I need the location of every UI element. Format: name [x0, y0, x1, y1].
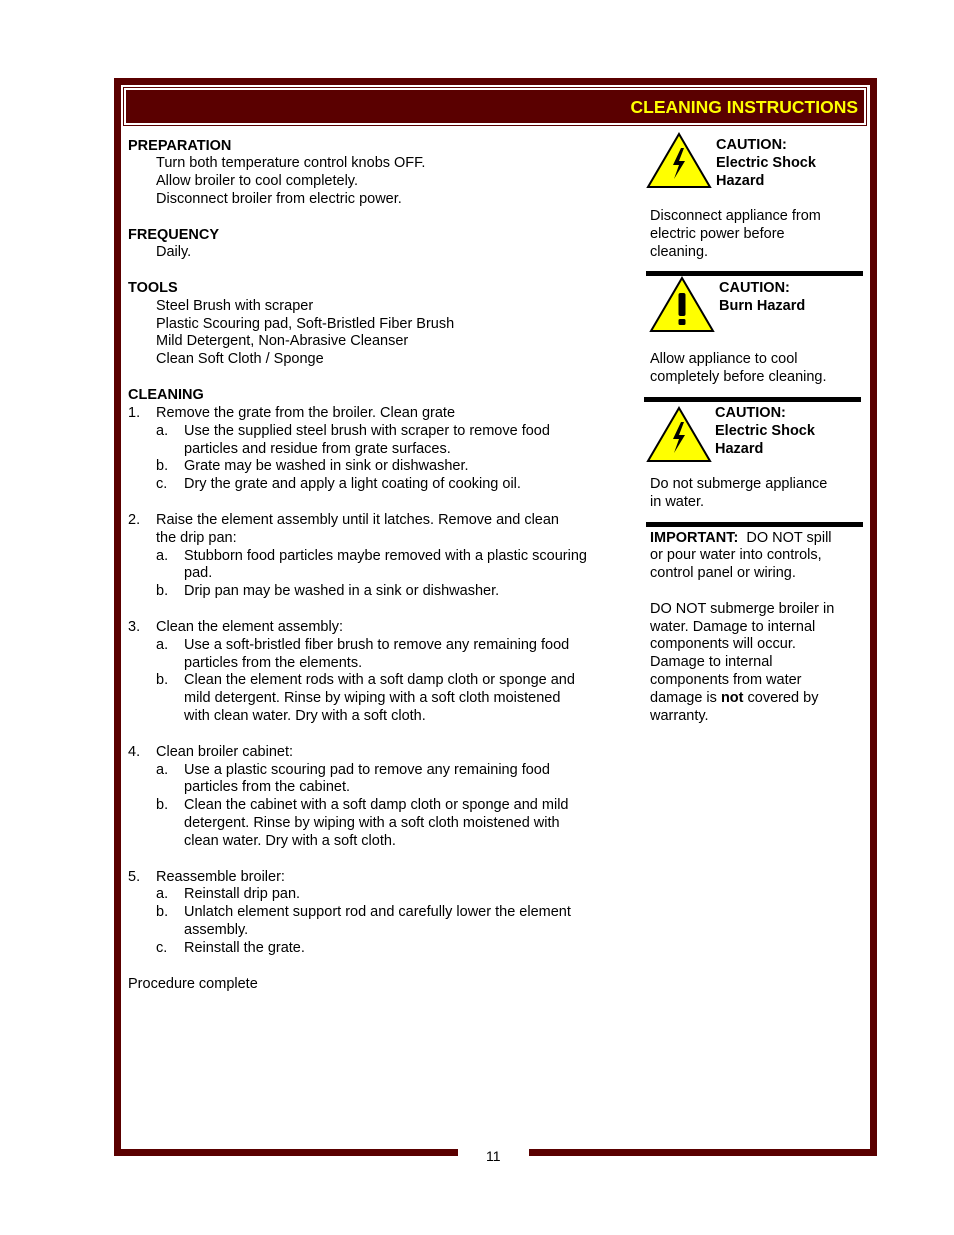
- procedure-complete: Procedure complete: [128, 976, 258, 992]
- step-text: Reassemble broiler:: [156, 869, 285, 885]
- substep-letter: b.: [156, 458, 169, 474]
- caution-body: Do not submerge appliance: [650, 476, 828, 492]
- substep-letter: b.: [156, 797, 169, 813]
- substep-letter: a.: [156, 637, 169, 653]
- step-text: Remove the grate from the broiler. Clean grate: [156, 405, 456, 421]
- substep-text: Use a plastic scouring pad to remove any remaining food: [184, 762, 550, 778]
- caution-body: in water.: [650, 494, 704, 510]
- substep-text: Stubborn food particles maybe removed with a plastic scouring: [184, 548, 587, 564]
- substep-letter: a.: [156, 423, 169, 439]
- important-text: components from water: [650, 672, 802, 688]
- substep-letter: a.: [156, 548, 169, 564]
- caution-body: cleaning.: [650, 244, 709, 260]
- warranty-prefix: damage is: [650, 690, 721, 706]
- caution-title: CAUTION:: [719, 280, 790, 296]
- frame-bottom-right: [529, 1149, 877, 1156]
- substep-letter: c.: [156, 476, 168, 492]
- frame-bottom-left: [114, 1149, 458, 1156]
- step-number: 4.: [128, 744, 141, 760]
- substep-text: pad.: [184, 565, 213, 581]
- tools-line: Mild Detergent, Non-Abrasive Cleanser: [156, 333, 409, 349]
- electric-shock-warning-icon: [646, 132, 712, 189]
- substep-text: Unlatch element support rod and carefully lower the element: [184, 904, 571, 920]
- substep-text: clean water. Dry with a soft cloth.: [184, 833, 396, 849]
- substep-text: particles from the cabinet.: [184, 779, 351, 795]
- tools-line: Steel Brush with scraper: [156, 298, 314, 314]
- electric-shock-warning-icon: [646, 406, 712, 463]
- substep-text: Drip pan may be washed in a sink or dishwasher.: [184, 583, 500, 599]
- substep-text: Use the supplied steel brush with scraper to remove food: [184, 423, 550, 439]
- important-text: water. Damage to internal: [650, 619, 816, 635]
- important-text: control panel or wiring.: [650, 565, 796, 581]
- substep-text: assembly.: [184, 922, 249, 938]
- preparation-line: Allow broiler to cool completely.: [156, 173, 359, 189]
- substep-letter: a.: [156, 762, 169, 778]
- caution-body: Disconnect appliance from: [650, 208, 821, 224]
- substep-text: mild detergent. Rinse by wiping with a soft cloth moistened: [184, 690, 561, 706]
- preparation-line: Disconnect broiler from electric power.: [156, 191, 402, 207]
- step-text: Clean the element assembly:: [156, 619, 343, 635]
- caution-divider: [644, 397, 861, 402]
- substep-text: particles from the elements.: [184, 655, 363, 671]
- caution-title: Hazard: [716, 173, 765, 189]
- substep-text: detergent. Rinse by wiping with a soft cloth moistened with: [184, 815, 560, 831]
- substep-text: Use a soft-bristled fiber brush to remove any remaining food: [184, 637, 570, 653]
- caution-body: Allow appliance to cool: [650, 351, 798, 367]
- important-text: DO NOT submerge broiler in: [650, 601, 835, 617]
- substep-text: Clean the cabinet with a soft damp cloth or sponge and mild: [184, 797, 569, 813]
- substep-letter: a.: [156, 886, 169, 902]
- important-text: or pour water into controls,: [650, 547, 822, 563]
- substep-text: Dry the grate and apply a light coating of cooking oil.: [184, 476, 521, 492]
- caution-title: Burn Hazard: [719, 298, 806, 314]
- caution-title: Electric Shock: [715, 423, 815, 439]
- important-text: warranty.: [650, 708, 709, 724]
- substep-text: Grate may be washed in sink or dishwasher.: [184, 458, 469, 474]
- important-text: components will occur.: [650, 636, 796, 652]
- preparation-heading: PREPARATION: [128, 138, 232, 154]
- caution-title: Hazard: [715, 441, 764, 457]
- substep-letter: b.: [156, 672, 169, 688]
- substep-text: particles and residue from grate surfaces.: [184, 441, 451, 457]
- substep-letter: b.: [156, 904, 169, 920]
- warranty-suffix: covered by: [743, 690, 819, 706]
- important-text: Damage to internal: [650, 654, 773, 670]
- caution-body: completely before cleaning.: [650, 369, 827, 385]
- step-number: 5.: [128, 869, 141, 885]
- important-first-line: [650, 530, 832, 548]
- substep-text: Reinstall drip pan.: [184, 886, 301, 902]
- step-text: the drip pan:: [156, 530, 237, 546]
- substep-letter: b.: [156, 583, 169, 599]
- caution-title: CAUTION:: [715, 405, 786, 421]
- warranty-not: not: [720, 690, 744, 706]
- tools-line: Clean Soft Cloth / Sponge: [156, 351, 324, 367]
- burn-hazard-warning-icon: [649, 276, 715, 333]
- caution-title: Electric Shock: [716, 155, 816, 171]
- frequency-line: Daily.: [156, 244, 192, 260]
- substep-letter: c.: [156, 940, 168, 956]
- caution-divider: [646, 522, 863, 527]
- section-title: CLEANING INSTRUCTIONS: [630, 97, 858, 117]
- caution-title: CAUTION:: [716, 137, 787, 153]
- caution-body: electric power before: [650, 226, 785, 242]
- page-number: 11: [486, 1148, 501, 1164]
- tools-heading: TOOLS: [128, 280, 178, 296]
- tools-line: Plastic Scouring pad, Soft-Bristled Fiber Brush: [156, 316, 455, 332]
- important-label: IMPORTANT:: [650, 530, 739, 546]
- step-number: 1.: [128, 405, 141, 421]
- step-text: Raise the element assembly until it latches. Remove and clean: [156, 512, 559, 528]
- cleaning-heading: CLEANING: [128, 387, 204, 403]
- substep-text: Reinstall the grate.: [184, 940, 305, 956]
- warranty-line: [650, 690, 818, 708]
- preparation-line: Turn both temperature control knobs OFF.: [156, 155, 426, 171]
- substep-text: with clean water. Dry with a soft cloth.: [184, 708, 426, 724]
- step-number: 2.: [128, 512, 141, 528]
- step-number: 3.: [128, 619, 141, 635]
- frequency-heading: FREQUENCY: [128, 227, 220, 243]
- substep-text: Clean the element rods with a soft damp cloth or sponge and: [184, 672, 575, 688]
- important-text: DO NOT spill: [738, 530, 832, 546]
- section-header: [124, 88, 866, 125]
- step-text: Clean broiler cabinet:: [156, 744, 294, 760]
